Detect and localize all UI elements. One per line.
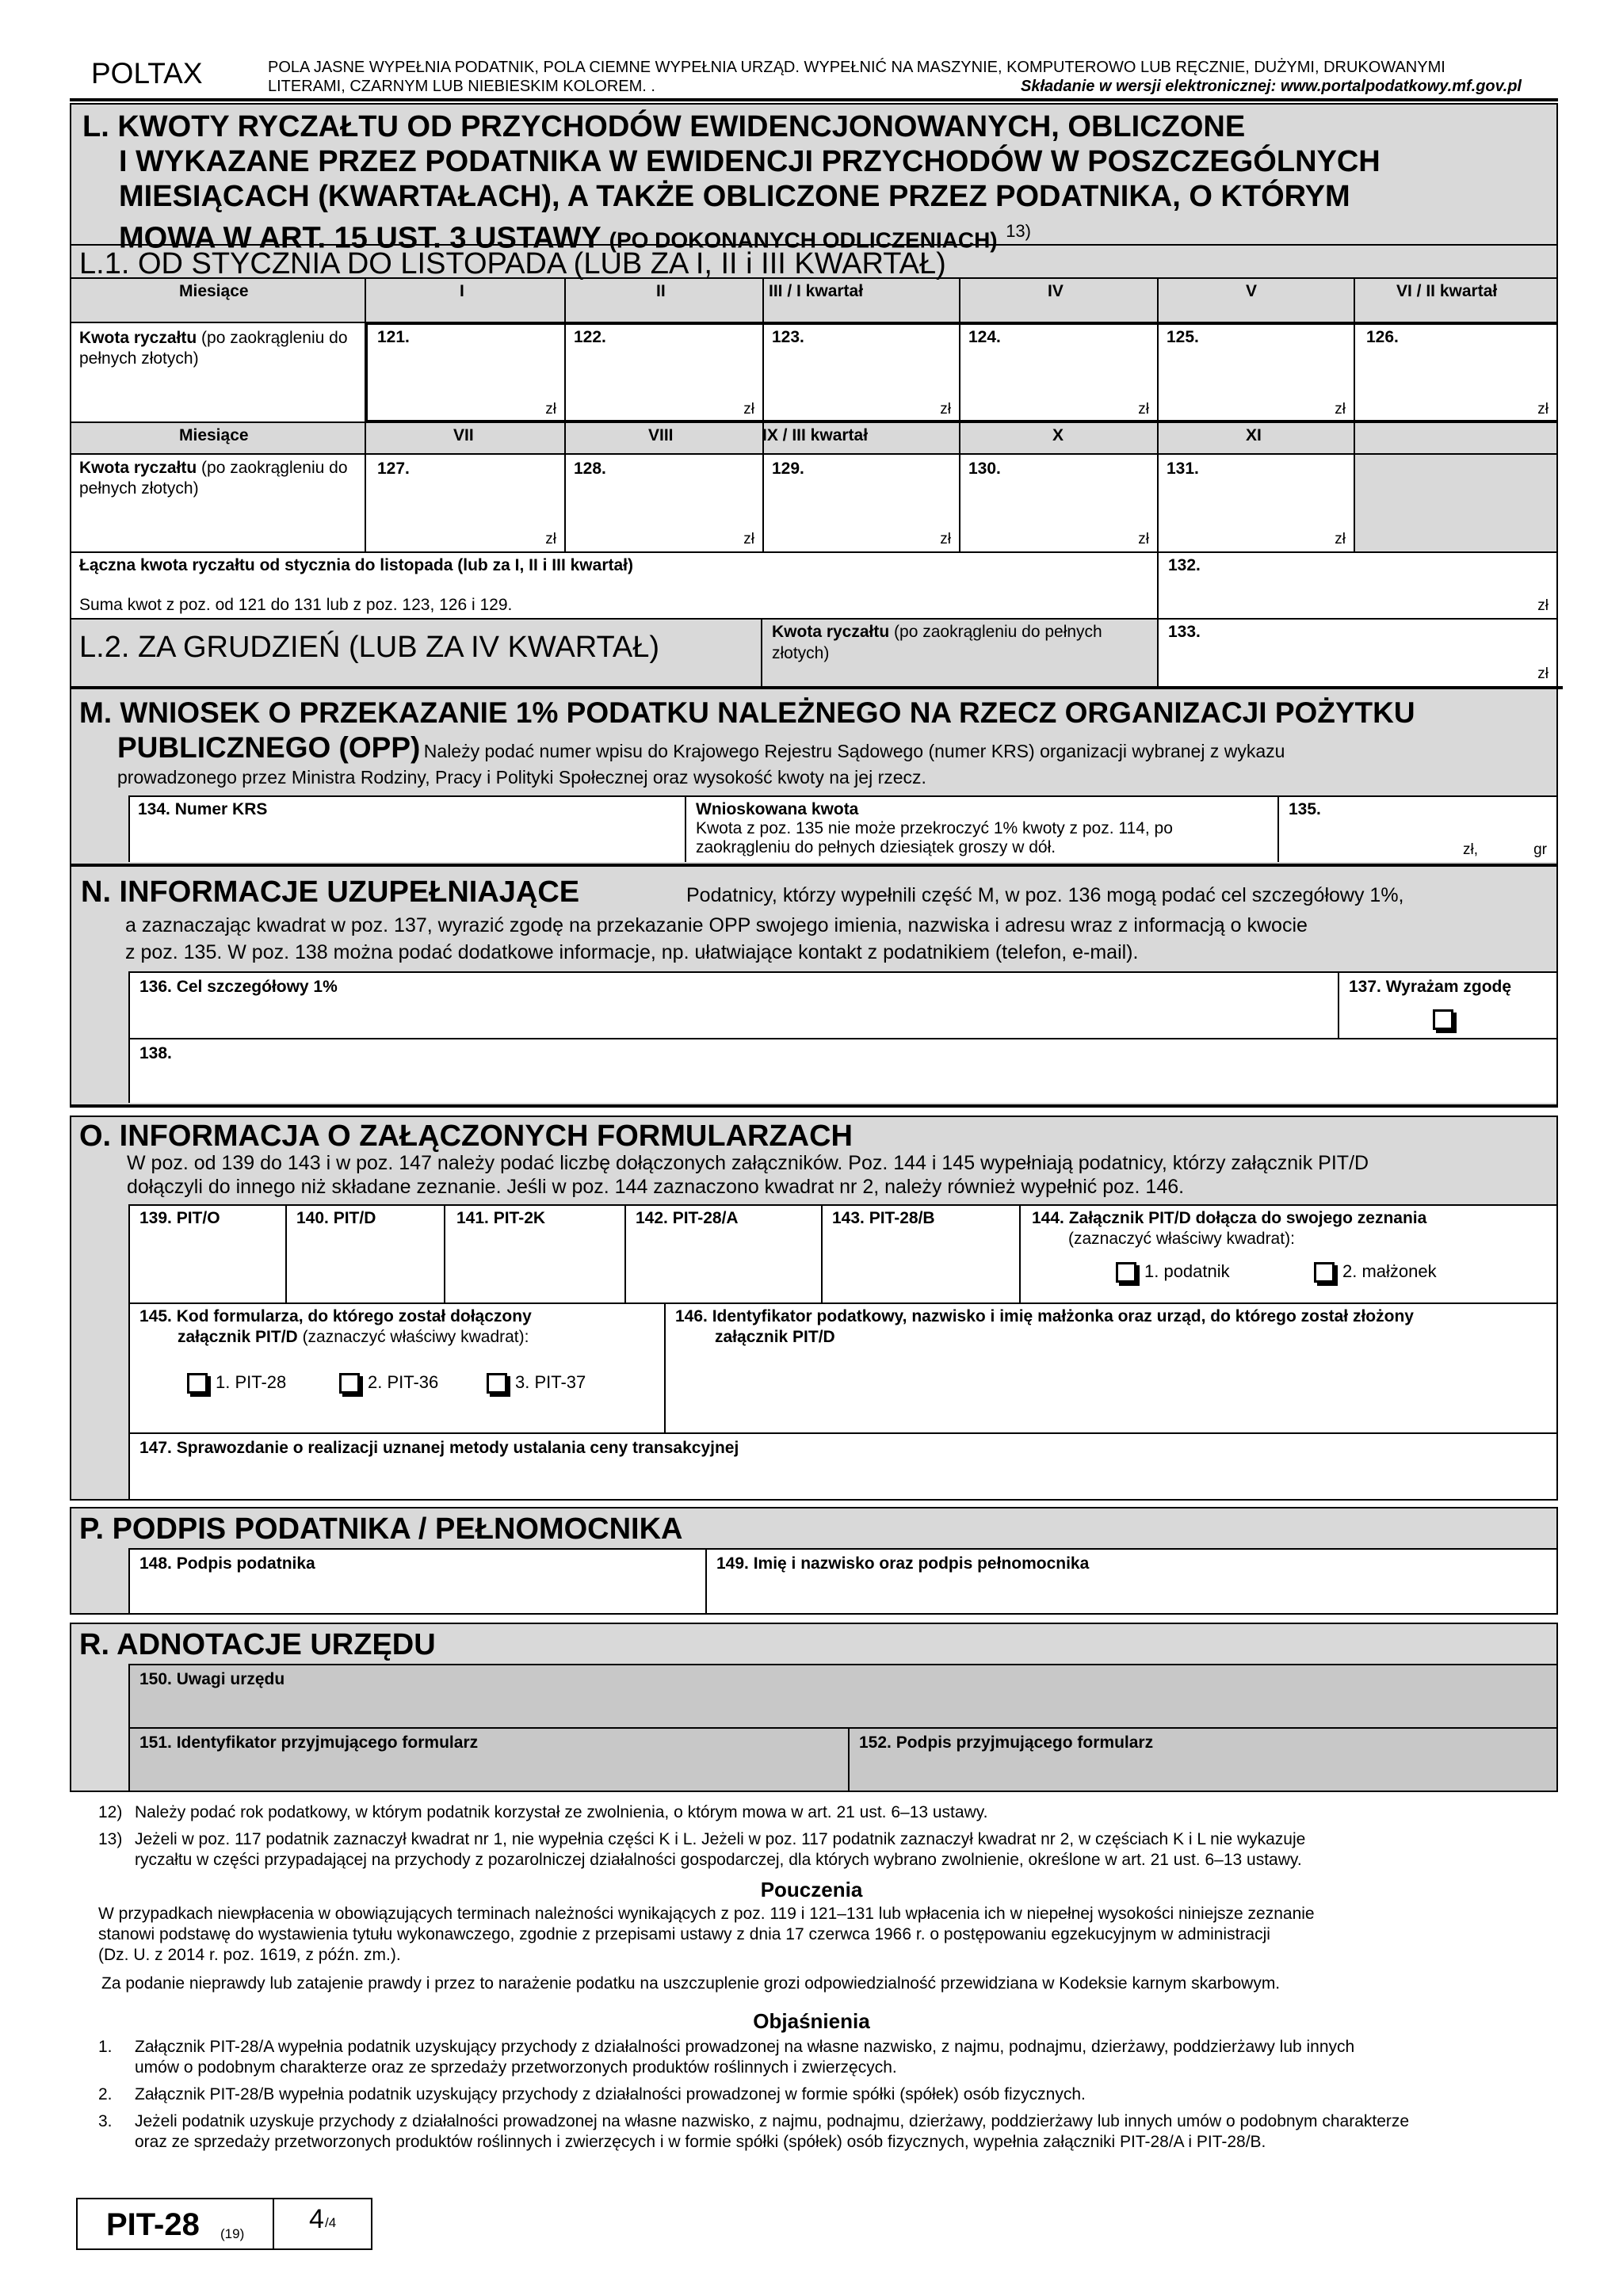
row1-col-sep-0 (365, 277, 366, 423)
section-p-title: P. PODPIS PODATNIKA / PEŁNOMOCNIKA (79, 1512, 683, 1546)
footnote-13-line-1: Jeżeli w poz. 117 podatnik zaznaczył kwadrat nr 1, nie wypełnia części K i L. Jeżeli w poz. 117 podatnik zaznaczył kwadrat nr 2, w częściach K i L nie wykazuje (135, 1830, 1306, 1848)
field-121[interactable] (368, 323, 564, 421)
amount-label-2 (79, 458, 361, 499)
months-label-2: Miesiące (179, 426, 249, 444)
pit37-checkbox[interactable] (487, 1373, 507, 1394)
field-137-label: 137. Wyrażam zgodę (1349, 978, 1512, 996)
field-129[interactable] (764, 455, 959, 551)
taxpayer-checkbox[interactable] (1116, 1262, 1136, 1283)
footer-page-number: 4 (309, 2204, 324, 2234)
field-133-label: 133. (1168, 623, 1201, 641)
col-header-VIII: VIII (648, 426, 674, 444)
field-125[interactable] (1159, 323, 1354, 421)
field-137 (1338, 971, 1556, 1038)
objasnienia-2-line-1: Załącznik PIT-28/B wypełnia podatnik uzyskujący przychody z działalności prowadzonej w formie spółki (spółek) osób fizycznych. (135, 2085, 1086, 2103)
field-124[interactable] (960, 323, 1157, 421)
field-127[interactable] (368, 455, 564, 551)
header-instruction-1: POLA JASNE WYPEŁNIA PODATNIK, POLA CIEMNE WYPEŁNIA URZĄD. WYPEŁNIĆ NA MASZYNIE, KOMPUTEROWO LUB RĘCZNIE, DUŻYMI, DRUKOWANYMI (268, 59, 1445, 76)
row2-col-sep-5 (1354, 421, 1355, 553)
field-147-label: 147. Sprawozdanie o realizacji uznanej metody ustalania ceny transakcyjnej (139, 1439, 739, 1457)
field-152 (848, 1727, 1556, 1791)
section-n-title: N. INFORMACJE UZUPEŁNIAJĄCE (81, 875, 580, 909)
field-134-label: 134. Numer KRS (138, 800, 268, 818)
section-n-title-line (81, 875, 579, 910)
objasnienia-1-line-2: umów o podobnym charakterze oraz ze sprzedaży przetworzonych produktów roślinnych i zwierzęcych. (135, 2058, 897, 2077)
header-instruction-2: LITERAMI, CZARNYM LUB NIEBIESKIM KOLOREM. . (268, 78, 655, 95)
section-o-desc-2: dołączyli do innego niż składane zeznanie. Jeśli w poz. 144 zaznaczono kwadrat nr 2, należy również wypełnić poz. 146. (127, 1176, 1185, 1198)
amount-request-desc: Kwota z poz. 135 nie może przekroczyć 1% kwoty z poz. 114, po zaokrągleniu do pełnych dziesiątek groszy w dół. (696, 819, 1173, 856)
objasnienia-3-line-1: Jeżeli podatnik uzyskuje przychody z działalności prowadzonej na własne nazwisko, z najmu, podnajmu, dzierżawy, poddzierżawy lub innych umów o podobnym charakterze (135, 2112, 1410, 2130)
currency-zl: zł (1138, 531, 1149, 547)
field-151 (128, 1727, 848, 1791)
field-135-gr: gr (1533, 841, 1547, 858)
field-147[interactable] (128, 1432, 1556, 1499)
consent-checkbox[interactable] (1433, 1009, 1453, 1030)
field-128[interactable] (566, 455, 762, 551)
field-151-label: 151. Identyfikator przyjmującego formularz (139, 1733, 479, 1752)
pit28-option[interactable] (187, 1372, 286, 1394)
field-143[interactable] (821, 1204, 1019, 1302)
l1-title: L.1. OD STYCZNIA DO LISTOPADA (LUB ZA I, II i III KWARTAŁ) (79, 247, 946, 280)
field-123-label: 123. (772, 328, 804, 346)
footer-form-version: (19) (220, 2226, 245, 2241)
amount-label-2-bold: Kwota ryczałtu (79, 459, 197, 477)
field-142-label: 142. PIT-28/A (636, 1209, 739, 1227)
pit37-option[interactable] (487, 1372, 586, 1394)
amount-request-info (685, 795, 1277, 862)
field-123[interactable] (764, 323, 959, 421)
section-l-title-suffix: (PO DOKONANYCH ODLICZENIACH) (609, 227, 998, 253)
section-l-title-1: L. KWOTY RYCZAŁTU OD PRZYCHODÓW EWIDENCJONOWANYCH, OBLICZONE (82, 110, 1246, 143)
col-header-II: II (656, 282, 666, 300)
field-129-label: 129. (772, 460, 804, 478)
col-header-VII: VII (453, 426, 474, 444)
section-m-title-2-main: PUBLICZNEGO (OPP) (117, 731, 421, 764)
l2-amount-label (772, 621, 1152, 664)
field-136-label: 136. Cel szczegółowy 1% (139, 978, 338, 996)
field-142[interactable] (624, 1204, 821, 1302)
field-139[interactable] (128, 1204, 285, 1302)
row1-header-line (70, 277, 1558, 279)
footer-form-name: PIT-28 (106, 2207, 200, 2242)
field-125-label: 125. (1167, 328, 1199, 346)
pouczenia-line-4: Za podanie nieprawdy lub zatajenie prawdy i przez to narażenie podatku na uszczuplenie grozi odpowiedzialność przewidziana w Kodeksie karnym skarbowym. (101, 1974, 1281, 1993)
section-r-title: R. ADNOTACJE URZĘDU (79, 1628, 436, 1661)
spouse-checkbox[interactable] (1314, 1262, 1335, 1283)
section-n-bottom-rule (70, 1104, 1558, 1108)
pouczenia-line-1: W przypadkach niewpłacenia w obowiązujących terminach należności wynikających z poz. 119 i 121–131 lub wpłacenia ich w niepełnej wysokości niniejsze zeznanie (98, 1905, 1315, 1923)
field-145-label-2-bold: załącznik PIT/D (178, 1328, 298, 1346)
field-152-label: 152. Podpis przyjmującego formularz (859, 1733, 1154, 1752)
field-131[interactable] (1159, 455, 1354, 551)
col-header-IX: IX / III kwartał (762, 426, 869, 444)
field-144-label: 144. Załącznik PIT/D dołącza do swojego zeznania (1032, 1209, 1427, 1227)
col-header-IV: IV (1048, 282, 1064, 300)
col-header-VI: VI / II kwartał (1396, 282, 1498, 300)
field-146-label-1: 146. Identyfikator podatkowy, nazwisko i imię małżonka oraz urząd, do którego został złożony (675, 1307, 1414, 1325)
amount-label-1 (79, 328, 361, 369)
col-header-I: I (460, 282, 464, 300)
footnote-13-line-2: ryczałtu w części przypadającej na przychody z pozarolniczej działalności gospodarczej, dla których wybrano zwolnienie, określone w art. 21 ust. 6–13 ustawy. (135, 1851, 1302, 1869)
footnote-12-num: 12) (98, 1803, 123, 1821)
field-141[interactable] (444, 1204, 624, 1302)
currency-zl: zł (940, 401, 951, 418)
col-header-X: X (1052, 426, 1064, 444)
field-145-label-1: 145. Kod formularza, do którego został dołączony (139, 1307, 532, 1325)
field-145-label-2 (178, 1328, 529, 1347)
field-144-option-1[interactable] (1116, 1261, 1230, 1283)
currency-zl: zł (545, 531, 556, 547)
pit28-checkbox[interactable] (187, 1373, 208, 1394)
objasnienia-1-num: 1. (98, 2038, 113, 2056)
l2-amount-label-bold: Kwota ryczałtu (772, 623, 890, 641)
field-124-label: 124. (968, 328, 1001, 346)
section-m-desc-2: prowadzonego przez Ministra Rodziny, Pracy i Polityki Społecznej oraz wysokość kwoty na jej rzecz. (117, 767, 926, 788)
pit36-option-label: 2. PIT-36 (368, 1372, 439, 1392)
field-131-label: 131. (1167, 460, 1199, 478)
field-122-label: 122. (574, 328, 606, 346)
field-144-option-2[interactable] (1314, 1261, 1437, 1283)
amount-request-title: Wnioskowana kwota (696, 800, 859, 818)
field-140-label: 140. PIT/D (296, 1209, 376, 1227)
field-149-label: 149. Imię i nazwisko oraz podpis pełnomocnika (716, 1554, 1090, 1573)
l1-divider (70, 244, 1558, 246)
field-136[interactable] (128, 971, 1338, 1038)
field-135[interactable] (1277, 795, 1556, 862)
pit37-option-label: 3. PIT-37 (515, 1372, 586, 1392)
currency-zl: zł (1537, 597, 1549, 614)
field-138-label: 138. (139, 1044, 172, 1062)
row2-col-sep-0 (365, 421, 366, 553)
amount-label-1-rest: (po zaokrągleniu do pełnych złotych) (79, 329, 348, 368)
row2-header-line (70, 421, 1558, 423)
field-149[interactable] (705, 1548, 1556, 1613)
section-o-desc-1: W poz. od 139 do 143 i w poz. 147 należy podać liczbę dołączonych załączników. Poz. 144 i 145 wypełniają podatnicy, którzy załącznik PIT/D (127, 1152, 1369, 1174)
field-133[interactable] (1159, 620, 1556, 686)
footer-page-total: /4 (325, 2215, 337, 2230)
l2-title: L.2. ZA GRUDZIEŃ (LUB ZA IV KWARTAŁ) (79, 631, 660, 664)
section-n-desc-3: z poz. 135. W poz. 138 można podać dodatkowe informacje, np. ułatwiające kontakt z podatnikiem (telefon, e-mail). (125, 941, 1139, 963)
field-140[interactable] (285, 1204, 444, 1302)
field-132-label: 132. (1168, 556, 1201, 574)
field-132[interactable] (1159, 553, 1556, 618)
row2-top-line-right (1354, 453, 1558, 455)
amount-label-1-bold: Kwota ryczałtu (79, 329, 197, 347)
field-130-label: 130. (968, 460, 1001, 478)
pit28-option-label: 1. PIT-28 (216, 1372, 287, 1392)
pouczenia-title: Pouczenia (760, 1878, 863, 1901)
section-l-title-3: MIESIĄCACH (KWARTAŁACH), A TAKŻE OBLICZONE PRZEZ PODATNIKA, O KTÓRYM (119, 180, 1350, 213)
field-141-label: 141. PIT-2K (456, 1209, 546, 1227)
col-header-V: V (1246, 282, 1258, 300)
amount-label-2-rest: (po zaokrągleniu do pełnych złotych) (79, 459, 348, 498)
field-144-option-1-label: 1. podatnik (1144, 1261, 1230, 1281)
months-label-1: Miesiące (179, 282, 249, 300)
objasnienia-title: Objaśnienia (753, 2009, 870, 2033)
field-128-label: 128. (574, 460, 606, 478)
currency-zl: zł (940, 531, 951, 547)
field-145 (128, 1302, 664, 1432)
currency-zl: zł (545, 401, 556, 418)
section-n-desc-1: Podatnicy, którzy wypełnili część M, w poz. 136 mogą podać cel szczegółowy 1%, (686, 884, 1404, 906)
currency-zl: zł (1138, 401, 1149, 418)
section-m-title-2 (117, 730, 1285, 765)
field-121-label: 121. (377, 328, 410, 346)
field-145-label-2-rest: (zaznaczyć właściwy kwadrat): (302, 1328, 529, 1346)
header-electronic: Składanie w wersji elektronicznej: www.portalpodatkowy.mf.gov.pl (1021, 78, 1522, 95)
field-143-label: 143. PIT-28/B (832, 1209, 935, 1227)
field-122[interactable] (566, 323, 762, 421)
objasnienia-3-line-2: oraz ze sprzedaży przetworzonych produktów roślinnych i zwierzęcych i w formie spółki (spółek) osób fizycznych, wypełnia załączniki PIT-28/A i PIT-28/B. (135, 2133, 1266, 2151)
total-label: Łączna kwota ryczałtu od stycznia do listopada (lub za I, II i III kwartał) (79, 556, 633, 574)
col-header-III: III / I kwartał (769, 282, 864, 300)
section-o-title: O. INFORMACJA O ZAŁĄCZONYCH FORMULARZACH (79, 1119, 853, 1153)
currency-zl: zł (1335, 531, 1346, 547)
field-126[interactable] (1355, 323, 1556, 421)
pouczenia-line-2: stanowi podstawę do wystawienia tytułu wykonawczego, zgodnie z przepisami ustawy z dnia 17 czerwca 1966 r. o postępowaniu egzekucyjnym w administracji (98, 1925, 1270, 1943)
objasnienia-2-num: 2. (98, 2085, 113, 2103)
section-l-title-2: I WYKAZANE PRZEZ PODATNIKA W EWIDENCJI PRZYCHODÓW W POSZCZEGÓLNYCH (119, 145, 1381, 178)
col-header-XI: XI (1246, 426, 1262, 444)
section-n-desc-2: a zaznaczając kwadrat w poz. 137, wyrazić zgodę na przekazanie OPP swojego imienia, nazwiska i adresu wraz z informacją o kwocie (125, 914, 1308, 936)
l2-amount-label-rest: (po zaokrągleniu do pełnych złotych) (772, 623, 1102, 662)
total-sub: Suma kwot z poz. od 121 do 131 lub z poz. 123, 126 i 129. (79, 596, 513, 614)
l2-sep (761, 618, 762, 688)
field-144-sub: (zaznaczyć właściwy kwadrat): (1068, 1230, 1295, 1248)
field-134[interactable] (128, 795, 685, 862)
footer-form-id (76, 2198, 274, 2250)
currency-zl: zł (1537, 666, 1549, 682)
objasnienia-3-num: 3. (98, 2112, 113, 2130)
footnote-ref-13: 13) (1006, 221, 1031, 241)
footer-page (273, 2198, 372, 2250)
section-m-title-1: M. WNIOSEK O PRZEKAZANIE 1% PODATKU NALEŻNEGO NA RZECZ ORGANIZACJI POŻYTKU (79, 696, 1415, 729)
field-148[interactable] (128, 1548, 705, 1613)
field-144-option-2-label: 2. małżonek (1342, 1261, 1437, 1281)
footnote-12: Należy podać rok podatkowy, w którym podatnik korzystał ze zwolnienia, o którym mowa w art. 21 ust. 6–13 ustawy. (135, 1803, 988, 1821)
currency-zl: zł (743, 531, 754, 547)
brand-logo: POLTAX (91, 57, 203, 90)
field-146-label-2: załącznik PIT/D (715, 1328, 835, 1346)
field-135-label: 135. (1289, 800, 1321, 818)
field-135-zl: zł, (1463, 841, 1478, 858)
field-144 (1019, 1204, 1556, 1302)
pit36-checkbox[interactable] (339, 1373, 360, 1394)
field-138[interactable] (128, 1038, 1556, 1103)
field-127-label: 127. (377, 460, 410, 478)
field-139-label: 139. PIT/O (139, 1209, 220, 1227)
pit36-option[interactable] (339, 1372, 438, 1394)
currency-zl: zł (743, 401, 754, 418)
objasnienia-1-line-1: Załącznik PIT-28/A wypełnia podatnik uzyskujący przychody z działalności prowadzonej na własne nazwisko, z najmu, podnajmu, dzierżawy, poddzierżawy lub innych (135, 2038, 1355, 2056)
field-126-label: 126. (1366, 328, 1399, 346)
section-m-desc-1: Należy podać numer wpisu do Krajowego Rejestru Sądowego (numer KRS) organizacji wybranej z wykazu (423, 741, 1285, 761)
section-l-title-4-main: MOWA W ART. 15 UST. 3 USTAWY (119, 221, 601, 255)
field-130[interactable] (960, 455, 1157, 551)
field-150-label: 150. Uwagi urzędu (139, 1670, 285, 1688)
field-148-label: 148. Podpis podatnika (139, 1554, 315, 1573)
footnote-13-num: 13) (98, 1830, 123, 1848)
currency-zl: zł (1335, 401, 1346, 418)
field-146[interactable] (664, 1302, 1556, 1432)
field-150 (128, 1664, 1556, 1727)
currency-zl: zł (1537, 401, 1549, 418)
header-rule (70, 98, 1558, 101)
pouczenia-line-3: (Dz. U. z 2014 r. poz. 1619, z późn. zm.). (98, 1946, 401, 1964)
